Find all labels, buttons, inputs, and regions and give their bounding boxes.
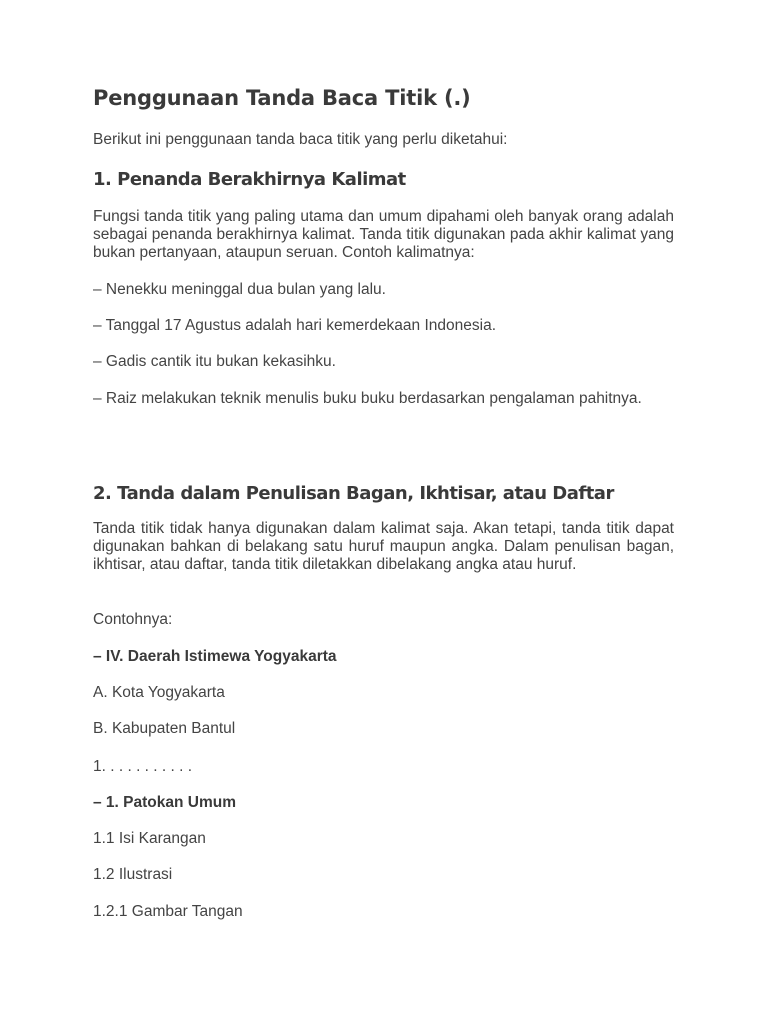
list-item: 1.2.1 Gambar Tangan <box>93 903 243 920</box>
example-sentence: – Gadis cantik itu bukan kekasihku. <box>93 353 336 370</box>
list-item: A. Kota Yogyakarta <box>93 684 225 701</box>
contoh-label: Contohnya: <box>93 611 173 628</box>
list-item: B. Kabupaten Bantul <box>93 720 236 737</box>
section-2-heading: 2. Tanda dalam Penulisan Bagan, Ikhtisar, atau Daftar <box>93 483 614 504</box>
page-title: Penggunaan Tanda Baca Titik (.) <box>93 86 471 110</box>
example-sentence: – Nenekku meninggal dua bulan yang lalu. <box>93 281 386 298</box>
list-item: 1. . . . . . . . . . . <box>93 758 193 775</box>
section-1-heading: 1. Penanda Berakhirnya Kalimat <box>93 169 406 190</box>
list-item: – 1. Patokan Umum <box>93 794 236 811</box>
list-item: – IV. Daerah Istimewa Yogyakarta <box>93 648 337 665</box>
section-2-paragraph: Tanda titik tidak hanya digunakan dalam kalimat saja. Akan tetapi, tanda titik dapat digunakan bahkan di belakang satu huruf maupun angka. Dalam penulisan bagan, ikhtisar, atau daftar, tanda titik diletakkan dibelakang angka atau huruf. <box>93 520 674 574</box>
intro-text: Berikut ini penggunaan tanda baca titik yang perlu diketahui: <box>93 131 508 148</box>
example-sentence: – Tanggal 17 Agustus adalah hari kemerdekaan Indonesia. <box>93 317 497 334</box>
example-sentence: – Raiz melakukan teknik menulis buku buku berdasarkan pengalaman pahitnya. <box>93 390 642 407</box>
list-item: 1.1 Isi Karangan <box>93 830 206 847</box>
list-item: 1.2 Ilustrasi <box>93 866 173 883</box>
section-1-paragraph: Fungsi tanda titik yang paling utama dan umum dipahami oleh banyak orang adalah sebagai penanda berakhirnya kalimat. Tanda titik digunakan pada akhir kalimat yang bukan pertanyaan, ataupun seruan. Contoh kalimatnya: <box>93 208 674 262</box>
